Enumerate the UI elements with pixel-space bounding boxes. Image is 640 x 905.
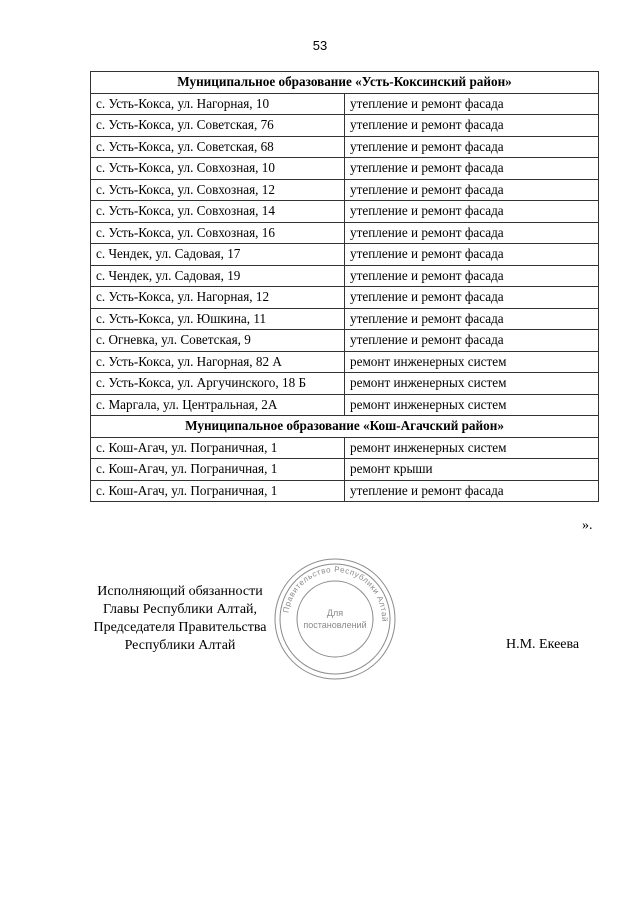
section-header-row bbox=[91, 416, 599, 438]
official-stamp bbox=[272, 556, 398, 682]
address-cell: с. Кош-Агач, ул. Пограничная, 1 bbox=[91, 480, 345, 502]
table-row bbox=[91, 265, 599, 287]
stamp-outer-ring bbox=[275, 559, 395, 679]
work-type-cell: утепление и ремонт фасада bbox=[345, 308, 599, 330]
work-type-cell: утепление и ремонт фасада bbox=[345, 93, 599, 115]
table-row bbox=[91, 93, 599, 115]
table-row bbox=[91, 394, 599, 416]
work-type-cell: утепление и ремонт фасада bbox=[345, 115, 599, 137]
address-cell: с. Усть-Кокса, ул. Совхозная, 10 bbox=[91, 158, 345, 180]
work-type-cell: утепление и ремонт фасада bbox=[345, 330, 599, 352]
address-table bbox=[90, 71, 599, 502]
address-cell: с. Усть-Кокса, ул. Совхозная, 16 bbox=[91, 222, 345, 244]
closing-quote-mark: ». bbox=[582, 518, 593, 533]
address-cell: с. Усть-Кокса, ул. Совхозная, 14 bbox=[91, 201, 345, 223]
address-cell: с. Кош-Агач, ул. Пограничная, 1 bbox=[91, 437, 345, 459]
address-cell: с. Кош-Агач, ул. Пограничная, 1 bbox=[91, 459, 345, 481]
position-line: Главы Республики Алтай, bbox=[102, 602, 258, 617]
work-type-cell: утепление и ремонт фасада bbox=[345, 287, 599, 309]
table-row bbox=[91, 201, 599, 223]
work-type-cell: утепление и ремонт фасада bbox=[345, 265, 599, 287]
work-type-cell: утепление и ремонт фасада bbox=[345, 244, 599, 266]
table-row bbox=[91, 158, 599, 180]
work-type-cell: ремонт инженерных систем bbox=[345, 373, 599, 395]
page-number: 53 bbox=[312, 38, 328, 53]
address-cell: с. Чендек, ул. Садовая, 17 bbox=[91, 244, 345, 266]
address-cell: с. Усть-Кокса, ул. Советская, 68 bbox=[91, 136, 345, 158]
address-cell: с. Усть-Кокса, ул. Юшкина, 11 bbox=[91, 308, 345, 330]
table-row bbox=[91, 287, 599, 309]
table-row bbox=[91, 480, 599, 502]
address-cell: с. Усть-Кокса, ул. Аргучинского, 18 Б bbox=[91, 373, 345, 395]
work-type-cell: утепление и ремонт фасада bbox=[345, 179, 599, 201]
work-type-cell: ремонт крыши bbox=[345, 459, 599, 481]
work-type-cell: ремонт инженерных систем bbox=[345, 394, 599, 416]
table-row bbox=[91, 308, 599, 330]
address-cell: с. Усть-Кокса, ул. Нагорная, 82 А bbox=[91, 351, 345, 373]
work-type-cell: утепление и ремонт фасада bbox=[345, 480, 599, 502]
position-line: Председателя Правительства bbox=[93, 620, 267, 635]
work-type-cell: утепление и ремонт фасада bbox=[345, 222, 599, 244]
position-line: Республики Алтай bbox=[124, 638, 236, 653]
section-title: Муниципальное образование «Кош-Агачский район» bbox=[91, 416, 599, 438]
address-cell: с. Маргала, ул. Центральная, 2А bbox=[91, 394, 345, 416]
signatory-name: Н.М. Екеева bbox=[506, 637, 580, 652]
address-cell: с. Усть-Кокса, ул. Советская, 76 bbox=[91, 115, 345, 137]
address-cell: с. Усть-Кокса, ул. Совхозная, 12 bbox=[91, 179, 345, 201]
work-type-cell: утепление и ремонт фасада bbox=[345, 201, 599, 223]
table-row bbox=[91, 459, 599, 481]
position-line: Исполняющий обязанности bbox=[97, 584, 263, 599]
work-type-cell: утепление и ремонт фасада bbox=[345, 158, 599, 180]
section-header-row bbox=[91, 72, 599, 94]
table-row bbox=[91, 330, 599, 352]
stamp-ring-text: Правительство Республики Алтай bbox=[281, 564, 390, 623]
work-type-cell: утепление и ремонт фасада bbox=[345, 136, 599, 158]
stamp-center-text: Для bbox=[326, 608, 344, 618]
table-row bbox=[91, 136, 599, 158]
stamp-center-text: постановлений bbox=[303, 620, 367, 630]
stamp-center-ring bbox=[297, 581, 373, 657]
signatory-position bbox=[80, 583, 280, 655]
section-title: Муниципальное образование «Усть-Коксинский район» bbox=[91, 72, 599, 94]
work-type-cell: ремонт инженерных систем bbox=[345, 437, 599, 459]
table-row bbox=[91, 222, 599, 244]
table-row bbox=[91, 244, 599, 266]
address-cell: с. Огневка, ул. Советская, 9 bbox=[91, 330, 345, 352]
table-row bbox=[91, 179, 599, 201]
address-cell: с. Усть-Кокса, ул. Нагорная, 12 bbox=[91, 287, 345, 309]
table-row bbox=[91, 351, 599, 373]
table-row bbox=[91, 115, 599, 137]
work-type-cell: ремонт инженерных систем bbox=[345, 351, 599, 373]
table-row bbox=[91, 373, 599, 395]
table-row bbox=[91, 437, 599, 459]
address-cell: с. Чендек, ул. Садовая, 19 bbox=[91, 265, 345, 287]
address-cell: с. Усть-Кокса, ул. Нагорная, 10 bbox=[91, 93, 345, 115]
